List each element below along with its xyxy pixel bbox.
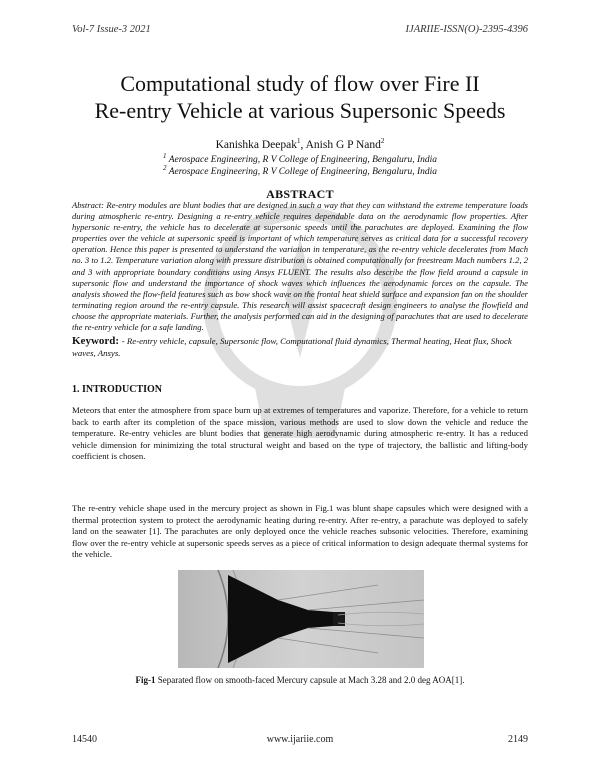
- keywords: [72, 336, 528, 359]
- footer-paper-id: 14540: [72, 734, 97, 745]
- author-1: Kanishka Deepak: [215, 138, 297, 151]
- author-1-sup: 1: [297, 137, 301, 145]
- journal-volume: Vol-7 Issue-3 2021: [72, 24, 151, 35]
- keywords-label: Keyword:: [72, 335, 122, 347]
- intro-paragraph-1: Meteors that enter the atmosphere from space burn up at extremes of temperatures and vaporize. Therefore, for a vehicle to return back to earth after its completion of the space mission, various methods are used to slow down the vehicle and reduce the temperature. Re-entry vehicles are blunt bodies that generate high aerodynamic during atmospheric re-entry. It has a reduced vehicle dimension for minimizing the total structural weight and based on the type of trajectory, the ballistic and lifting-body coefficient is chosen.: [72, 405, 528, 462]
- footer-website: www.ijariie.com: [266, 734, 334, 745]
- title-line-2: Re-entry Vehicle at various Supersonic Speeds: [94, 98, 506, 123]
- abstract-heading: ABSTRACT: [266, 187, 334, 201]
- figure-image: [178, 570, 424, 668]
- figure-caption-text: Separated flow on smooth-faced Mercury capsule at Mach 3.28 and 2.0 deg AOA[1].: [155, 675, 465, 685]
- affiliation-2-sup: 2: [162, 164, 167, 172]
- figure-label: Fig-1: [135, 675, 156, 685]
- author-2-sup: 2: [380, 137, 385, 145]
- affiliation-2: [0, 164, 600, 177]
- author-2: Anish G P Nand: [305, 138, 381, 151]
- section-heading: 1. INTRODUCTION: [72, 384, 163, 395]
- paper-title: [40, 70, 560, 124]
- title-line-1: Computational study of flow over Fire II: [120, 71, 480, 96]
- abstract-text: Abstract: Re-entry modules are blunt bodies that are designed in such a way that they can withstand the extreme temperature loads during atmospheric re-entry. Designing a re-entry vehicle requires dependable data on the aerodynamic flow properties. After hypersonic re-entry, the vehicle has to decelerate at supersonic speeds until the parachutes are deployed. Examining the flow properties over the vehicle at supersonic speed is important of which temperature serves as critical data for a successful recovery operation. Hence this paper is presented to understand the variation in temperature, as the re-entry vehicle decelerates from Mach no. 3 to 1.2. Temperature variation along with pressure distribution is obtained computationally for freestream Mach numbers 1.2, 2 and 3 with appropriate boundary conditions using Ansys FLUENT. The results also describe the flow field around a capsule in supersonic flow and understand the importance of shock waves which influences the aerodynamic forces on the capsule. The analysis showed the flow-field features such as bow shock wave on the frontal heat shield surface and expansion fan on the shoulder terminating region around the re-entry capsule. This research will assist spacecraft design engineers to analyse the flowfield and choose the appropriate materials. Further, the analysis performed can aid in the designing of parachutes that are used to decelerate the re-entry vehicle for a safe landing.: [72, 200, 528, 333]
- author-list: [0, 137, 600, 151]
- figure-caption: [0, 675, 600, 685]
- footer-page-number: 2149: [508, 734, 528, 745]
- affiliation-2-text: Aerospace Engineering, R V College of Engineering, Bengaluru, India: [166, 167, 438, 178]
- keywords-text: - Re-entry vehicle, capsule, Supersonic flow, Computational fluid dynamics, Thermal heating, Heat flux, Shock waves, Ansys.: [72, 336, 512, 358]
- journal-issn: IJARIIE-ISSN(O)-2395-4396: [405, 24, 528, 35]
- affiliation-1-sup: 1: [162, 152, 167, 160]
- intro-paragraph-2: The re-entry vehicle shape used in the mercury project as shown in Fig.1 was blunt shape capsules which were designed with a thermal protection system to protect the aerodynamic heating during re-entry. After re-entry, a parachute was deployed to safely land on the seawater [1]. The parachutes are only deployed once the vehicle reaches subsonic velocities. Therefore, examining flow over the re-entry vehicle at supersonic speeds serves as a piece of critical information to design adequate thermal systems for the vehicle.: [72, 503, 528, 560]
- author-separator: ,: [300, 138, 306, 151]
- affiliation-1-text: Aerospace Engineering, R V College of Engineering, Bengaluru, India: [166, 155, 438, 166]
